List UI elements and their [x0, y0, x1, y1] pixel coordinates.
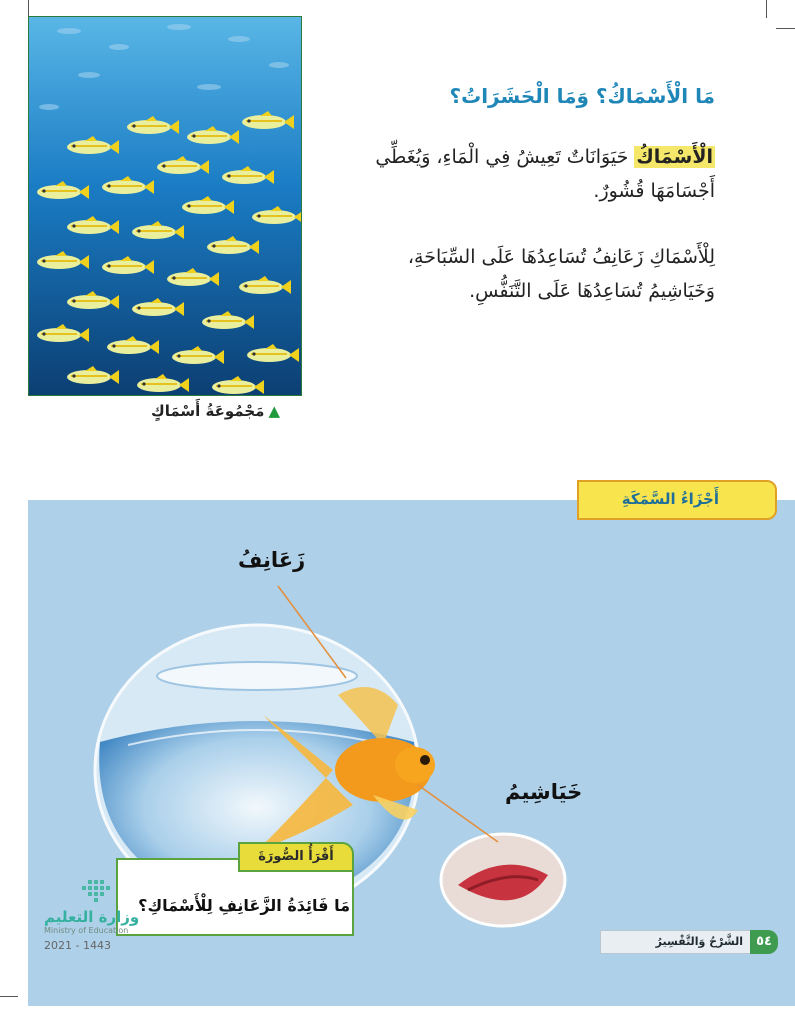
- photo-caption-text: مَجْمُوعَةُ أَسْمَاكٍ: [151, 402, 265, 420]
- para1-line1-rest: حَيَوَانَاتٌ تَعِيشُ فِي الْمَاءِ، وَيُغَطِّي: [375, 146, 635, 168]
- ministry-logo-icon: [44, 878, 134, 904]
- ministry-english: Ministry of Education: [44, 926, 129, 935]
- paragraph-fish-definition: [375, 140, 715, 208]
- crop-mark: [776, 28, 795, 29]
- ministry-year: 2021 - 1443: [44, 939, 111, 952]
- read-picture-question: مَا فَائِدَةُ الزَّعَانِفِ لِلْأَسْمَاكِ؟: [138, 896, 350, 915]
- fish-school-illustration: [29, 17, 301, 395]
- page-footer: [600, 930, 778, 954]
- photo-caption: [120, 402, 280, 420]
- fins-label: زَعَانِفُ: [238, 548, 306, 572]
- crop-mark: [0, 996, 18, 997]
- ministry-arabic: وزارة التعليم: [44, 908, 140, 926]
- footer-section-title: الشَّرْحُ وَالتَّفْسِيرُ: [655, 935, 743, 948]
- fish-parts-tab: أَجْزَاءُ السَّمَكَةِ: [577, 480, 777, 520]
- highlighted-term: الْأَسْمَاكُ: [636, 146, 713, 168]
- read-picture-tab: أَقْرَأُ الصُّورَةَ: [238, 842, 354, 872]
- paragraph-fins-gills: [408, 240, 715, 308]
- fish-school-photo: [28, 16, 302, 396]
- triangle-icon: ▲: [268, 402, 280, 420]
- para1-line2: أَجْسَامَهَا قُشُورٌ.: [593, 180, 715, 202]
- crop-mark: [766, 0, 767, 18]
- gills-label: خَيَاشِيمُ: [505, 780, 583, 804]
- para1-line1: [375, 140, 715, 174]
- ministry-logo: [44, 878, 154, 952]
- para2-line2: وَخَيَاشِيمُ تُسَاعِدُهَا عَلَى التَّنَفُّسِ.: [469, 280, 715, 302]
- para2-line1: لِلْأَسْمَاكِ زَعَانِفُ تُسَاعِدُهَا عَلَى السِّبَاحَةِ،: [407, 246, 715, 268]
- section-heading: مَا الْأَسْمَاكُ؟ وَمَا الْحَشَرَاتُ؟: [449, 84, 715, 108]
- page-number: ٥٤: [750, 930, 778, 954]
